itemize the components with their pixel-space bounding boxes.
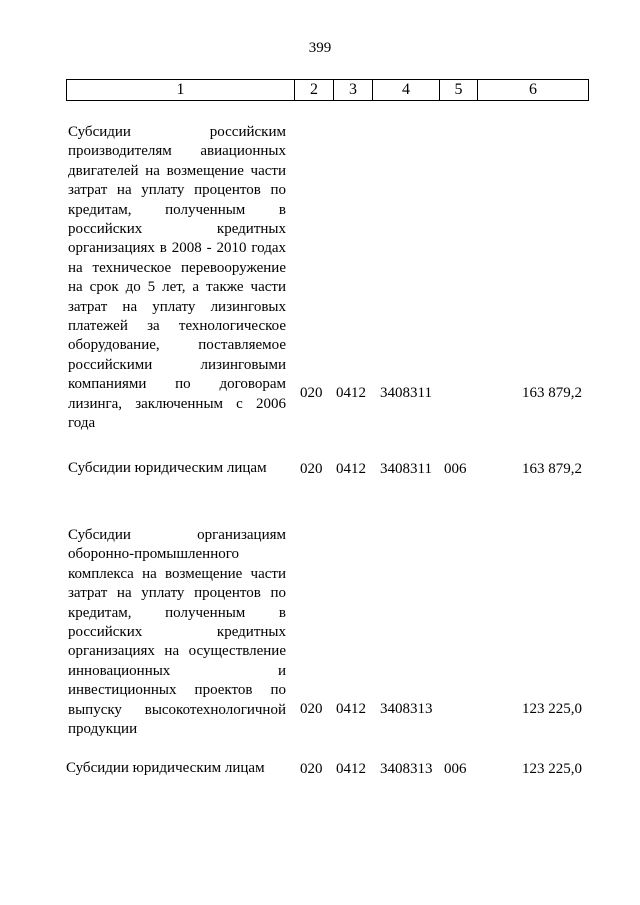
row-amount: 163 879,2 [522, 460, 582, 477]
column-header-4: 4 [373, 80, 440, 101]
row-description: Субсидии юридическим лицам [68, 460, 267, 476]
row-description: Субсидии российским производителям авиационных двигателей на возмещение части затрат на уплату процентов по кредитам, полученным в российских кредитных организациях в 2008 - 2010 годах на техническое перевооружение на срок до 5 лет, а также части затрат на уплату лизинговых платежей за технологическое оборудование, поставляемое российскими лизинговыми компаниями по договорам лизинга, заключенным с 2006 года [68, 124, 286, 432]
row-section-code: 0412 [336, 760, 366, 777]
table-row [0, 123, 640, 432]
row-admin-code: 020 [300, 760, 323, 777]
column-header-row [67, 80, 589, 101]
column-header-1: 1 [67, 80, 295, 101]
row-admin-code: 020 [300, 384, 323, 401]
row-target-code: 3408311 [380, 384, 432, 401]
row-target-code: 3408313 [380, 760, 433, 777]
column-header-5: 5 [440, 80, 478, 101]
table-row [0, 759, 640, 779]
row-amount: 163 879,2 [522, 384, 582, 401]
table-row [0, 459, 640, 479]
column-header-6: 6 [478, 80, 589, 101]
row-description: Субсидии организациям оборонно-промышленного комплекса на возмещение части затрат на уплату процентов по кредитам, полученным в российских кредитных организациях на осуществление инновационных и инвестиционных проектов по выпуску высокотехнологичной продукции [68, 527, 286, 738]
row-section-code: 0412 [336, 700, 366, 717]
row-amount: 123 225,0 [522, 760, 582, 777]
row-expense-type: 006 [444, 760, 467, 777]
column-header-table [66, 79, 589, 101]
row-admin-code: 020 [300, 700, 323, 717]
row-amount: 123 225,0 [522, 700, 582, 717]
row-admin-code: 020 [300, 460, 323, 477]
table-row [0, 526, 640, 738]
row-section-code: 0412 [336, 384, 366, 401]
row-expense-type: 006 [444, 460, 467, 477]
row-description: Субсидии юридическим лицам [66, 760, 265, 776]
page-number: 399 [308, 40, 332, 56]
row-target-code: 3408311 [380, 460, 432, 477]
column-header-3: 3 [334, 80, 373, 101]
row-section-code: 0412 [336, 460, 366, 477]
column-header-2: 2 [295, 80, 334, 101]
row-target-code: 3408313 [380, 700, 433, 717]
